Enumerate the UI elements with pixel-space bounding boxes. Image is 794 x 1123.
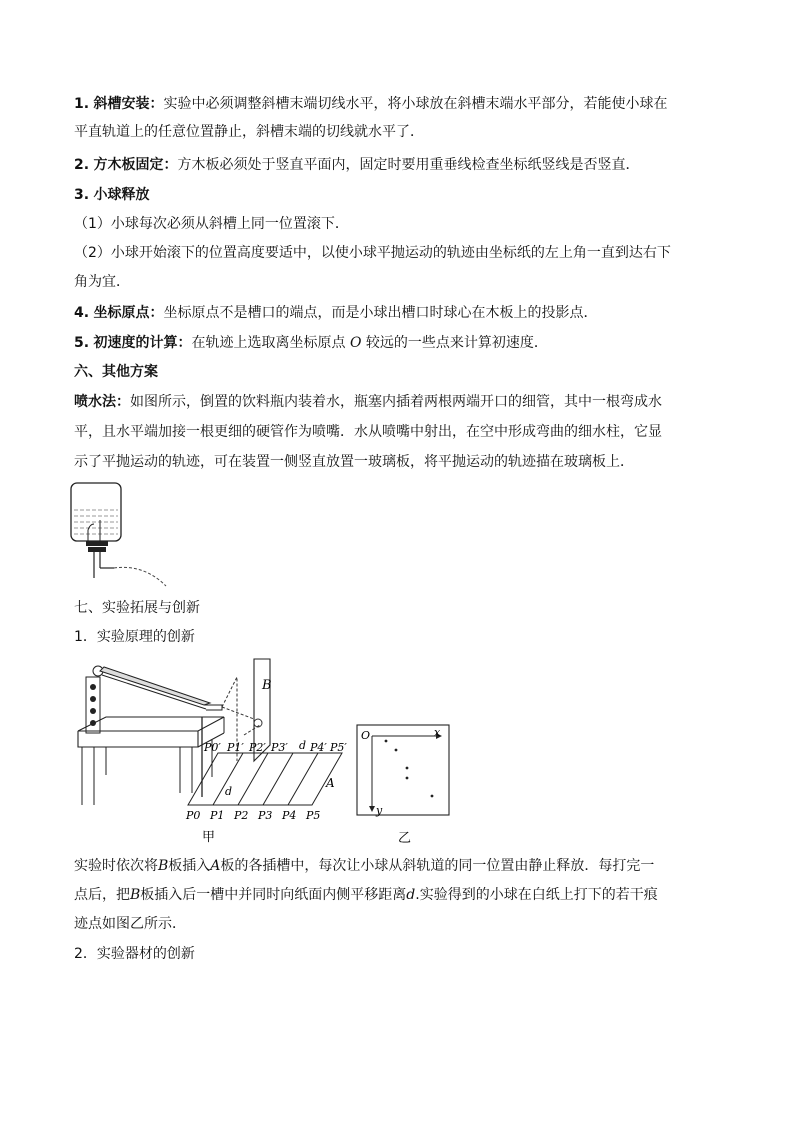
- caption-jia: 甲: [202, 830, 216, 845]
- section-6-title: 六、其他方案: [74, 364, 158, 380]
- caption-yi: 乙: [398, 831, 412, 846]
- spray-method-line1: 喷水法：如图所示，倒置的饮料瓶内装着水，瓶塞内插着两根两端开口的细管，其中一根弯成水: [74, 394, 662, 410]
- p2-prime-label: P2′: [249, 741, 266, 754]
- p0-label: P0: [186, 809, 201, 822]
- spray-method-line3: 示了平抛运动的轨迹，可在装置一侧竖直放置一玻璃板，将平抛运动的轨迹描在玻璃板上．: [74, 454, 634, 470]
- desc-line1: 实验时依次将B板插入A板的各插槽中，每次让小球从斜轨道的同一位置由静止释放．每打完一: [74, 858, 655, 874]
- plate-a-label: A: [326, 776, 335, 790]
- item-4: 4. 坐标原点：坐标原点不是槽口的端点，而是小球出槽口时球心在木板上的投影点．: [74, 305, 598, 321]
- desc-line3: 迹点如图乙所示．: [74, 916, 186, 932]
- item-3-p2: （2）小球开始滚下的位置高度要适中，以使小球平抛运动的轨迹由坐标纸的左上角一直到达右下: [74, 245, 671, 261]
- p2-label: P2: [234, 809, 249, 822]
- board-b-label: B: [262, 678, 272, 693]
- trajectory-figure: [352, 722, 462, 850]
- p3-prime-label: P3′: [271, 741, 288, 754]
- bottle-figure: [64, 480, 184, 590]
- section-7-title: 七、实验拓展与创新: [74, 600, 200, 616]
- section-7-sub1: 1．实验原理的创新: [74, 629, 195, 645]
- p1-prime-label: P1′: [227, 741, 244, 754]
- item-1-cont: 平直轨道上的任意位置静止，斜槽末端的切线就水平了．: [74, 124, 424, 140]
- p4-prime-label: P4′: [310, 741, 327, 754]
- item-3-p2-cont: 角为宜．: [74, 274, 130, 290]
- y-axis-label: y: [376, 804, 383, 817]
- spray-method-line2: 平，且水平端加接一根更细的硬管作为喷嘴．水从喷嘴中射出，在空中形成弯曲的细水柱，它显: [74, 424, 662, 440]
- origin-o-label: O: [361, 729, 371, 742]
- p3-label: P3: [258, 809, 273, 822]
- p4-label: P4: [282, 809, 297, 822]
- p5-label: P5: [306, 809, 321, 822]
- x-axis-label: x: [434, 726, 441, 739]
- distance-d-label-lower: d: [225, 785, 233, 798]
- distance-d-label: d: [299, 739, 307, 752]
- item-2: 2. 方木板固定：方木板必须处于竖直平面内，固定时要用重垂线检查坐标纸竖线是否竖直．: [74, 157, 640, 173]
- item-3-p1: （1）小球每次必须从斜槽上同一位置滚下．: [74, 216, 349, 232]
- p0-prime-label: P0′: [204, 741, 221, 754]
- item-1: 1. 斜槽安装：实验中必须调整斜槽末端切线水平，将小球放在斜槽末端水平部分，若能使小球在: [74, 96, 668, 112]
- section-7-sub2: 2．实验器材的创新: [74, 946, 195, 962]
- apparatus-figure: [72, 655, 372, 850]
- item-5: 5. 初速度的计算：在轨迹上选取离坐标原点 O 较远的一些点来计算初速度．: [74, 335, 548, 351]
- desc-line2: 点后，把B板插入后一槽中并同时向纸面内侧平移距离d.实验得到的小球在白纸上打下的若干痕: [74, 887, 658, 903]
- p1-label: P1: [210, 809, 225, 822]
- item-3: 3. 小球释放: [74, 187, 150, 203]
- p5-prime-label: P5′: [330, 741, 347, 754]
